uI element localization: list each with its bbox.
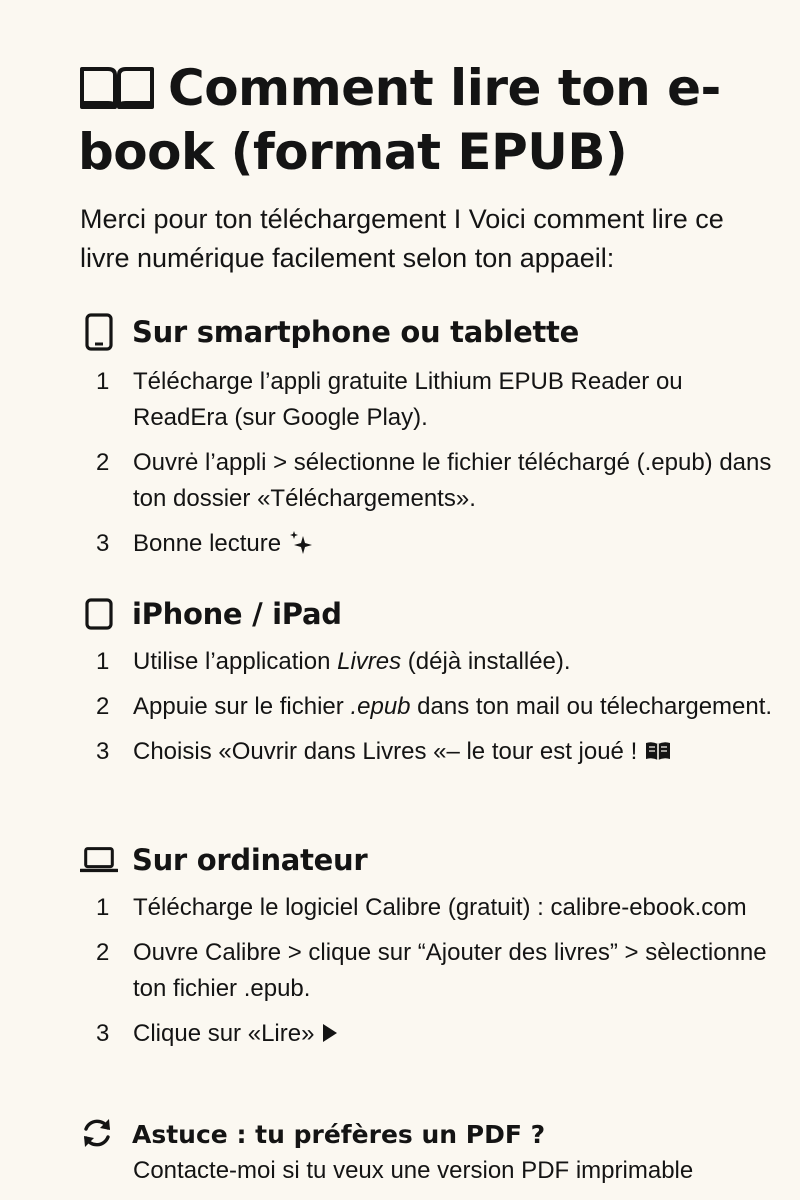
list-item bbox=[96, 689, 776, 725]
list-item bbox=[96, 1016, 776, 1052]
list-item bbox=[96, 935, 776, 1007]
step-text: Télécharge le logiciel Calibre (gratuit) : calibre-ebook.com bbox=[133, 894, 747, 921]
section-smartphone-header bbox=[80, 312, 780, 352]
step-text-em: .epub bbox=[350, 693, 411, 720]
step-number: 2 bbox=[96, 693, 110, 720]
refresh-icon bbox=[80, 1116, 116, 1152]
section-computer-steps bbox=[96, 890, 776, 1061]
step-text: Bonne lecture bbox=[133, 530, 282, 557]
step-text: Télécharge l’appli gratuite Lithium EPUB Reader ou ReadEra (sur Google Play). bbox=[133, 368, 683, 431]
step-text-wrap bbox=[133, 734, 776, 770]
list-item bbox=[96, 445, 776, 517]
section-computer-header bbox=[80, 840, 780, 880]
step-text-pre: Appuie sur le fichier bbox=[133, 693, 351, 720]
laptop-icon bbox=[80, 841, 118, 879]
open-book-icon bbox=[644, 740, 672, 762]
list-item bbox=[96, 644, 776, 680]
step-number: 3 bbox=[96, 530, 110, 557]
step-number: 1 bbox=[96, 648, 110, 675]
step-text-post: dans ton mail ou télechargement. bbox=[410, 693, 773, 720]
section-iphone-steps bbox=[96, 644, 776, 779]
step-text-em: Livres bbox=[337, 648, 402, 675]
intro-text: Merci pour ton téléchargement I Voici comment lire ce livre numérique facilement selon ton appaeil: bbox=[80, 204, 724, 273]
step-text: Ouvrė l’appli > sélectionne le fichier téléchargé (.epub) dans ton dossier «Téléchargements». bbox=[133, 449, 772, 512]
tip-header bbox=[80, 1114, 780, 1154]
section-title: Sur ordinateur bbox=[132, 843, 368, 877]
step-number: 2 bbox=[96, 939, 110, 966]
section-smartphone-steps bbox=[96, 364, 776, 571]
step-text bbox=[133, 644, 776, 680]
section-title: iPhone / iPad bbox=[132, 597, 342, 631]
step-number: 3 bbox=[96, 738, 110, 765]
list-item bbox=[96, 890, 776, 926]
step-text: Choisis «Ouvrir dans Livres «– le tour est joué ! bbox=[133, 738, 638, 765]
list-item bbox=[96, 364, 776, 436]
step-text-post: (déjà installée). bbox=[401, 648, 571, 675]
open-book-icon bbox=[78, 61, 156, 111]
list-item bbox=[96, 734, 776, 770]
step-number: 1 bbox=[96, 368, 110, 395]
page-title bbox=[78, 56, 778, 184]
list-item bbox=[96, 526, 776, 562]
tip-body: Contacte-moi si tu veux une version PDF imprimable bbox=[133, 1157, 694, 1184]
step-text-wrap bbox=[133, 1016, 776, 1052]
step-text-pre: Utilise l’application bbox=[133, 648, 338, 675]
sparkle-icon bbox=[288, 530, 314, 554]
section-title: Sur smartphone ou tablette bbox=[132, 315, 579, 349]
tablet-icon bbox=[80, 595, 118, 633]
smartphone-icon bbox=[80, 313, 118, 351]
step-number: 3 bbox=[96, 1020, 110, 1047]
step-number: 1 bbox=[96, 894, 110, 921]
step-text: Clique sur «Lire» bbox=[133, 1020, 315, 1047]
page-title-text: Comment lire ton e-book (format EPUB) bbox=[78, 59, 721, 181]
play-icon bbox=[321, 1022, 339, 1044]
step-text: Ouvre Calibre > clique sur “Ajouter des livres” > sèlectionne ton fichier .epub. bbox=[133, 939, 767, 1002]
tip-title: Astuce : tu préfères un PDF ? bbox=[132, 1119, 546, 1149]
step-text bbox=[133, 689, 776, 725]
step-text-wrap bbox=[133, 526, 776, 562]
section-iphone-header bbox=[80, 594, 780, 634]
step-number: 2 bbox=[96, 449, 110, 476]
